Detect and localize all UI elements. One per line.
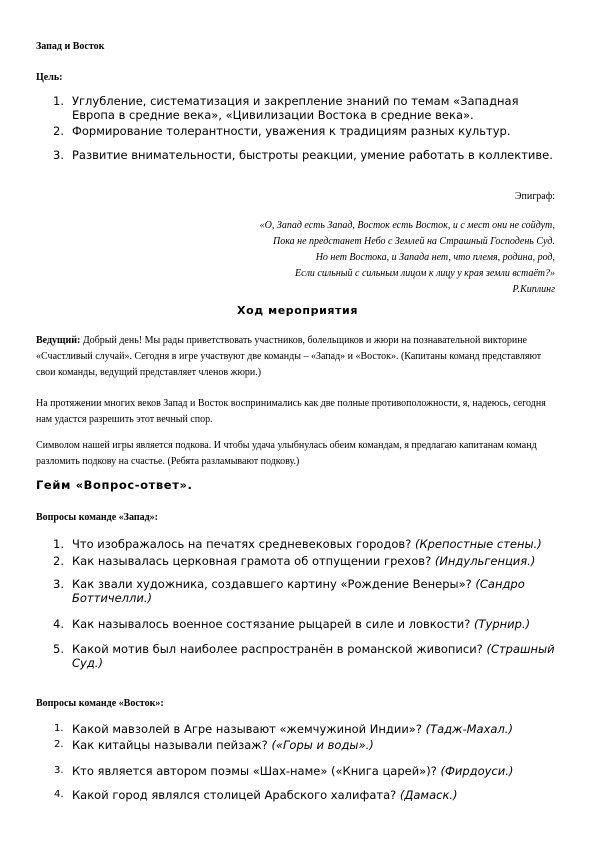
question-item <box>36 764 566 778</box>
question-text: Как китайцы называли пейзаж? <box>72 738 272 752</box>
goal-item <box>36 94 556 122</box>
question-text: Какой мотив был наиболее распространён в романской живописи? <box>72 642 487 656</box>
question-text: Как называлась церковная грамота об отпущении грехов? <box>72 554 435 568</box>
goal-text: Углубление, систематизация и закрепление знаний по темам «Западная Европа в средние века», «Цивилизации Востока в средние века». <box>72 94 519 122</box>
question-text: Что изображалось на печатях средневековых городов? <box>72 537 415 551</box>
goal-item <box>36 124 556 138</box>
east-questions-list <box>36 722 566 802</box>
epigraph-line: Пока не предстанет Небо с Землей на Страшный Господень Суд. <box>272 236 555 247</box>
question-number: 4. <box>54 789 64 800</box>
paragraph-horseshoe: Символом нашей игры является подкова. И чтобы удача улыбнулась обеим командам, я предлагаю капитанам команд разломить подкову на счастье. (Ребята разламывают подкову.) <box>36 440 537 467</box>
question-number: 2. <box>54 739 64 750</box>
west-questions-list <box>36 537 566 670</box>
event-heading: Ход мероприятия <box>236 304 359 317</box>
question-text: Кто является автором поэмы «Шах-наме» («Книга царей»)? <box>72 764 441 778</box>
question-text: Как звали художника, создавшего картину «Рождение Венеры»? <box>72 577 476 591</box>
question-number: 2. <box>53 554 64 568</box>
question-item <box>36 537 566 551</box>
question-item <box>36 642 566 670</box>
question-item <box>36 617 566 631</box>
question-item <box>36 788 566 802</box>
document-title: Запад и Восток <box>36 41 105 52</box>
game-heading: Гейм «Вопрос-ответ». <box>36 478 193 492</box>
question-text: Как называлось военное состязание рыцарей в силе и ловкости? <box>72 617 475 631</box>
answer-text: («Горы и воды».) <box>271 738 374 752</box>
epigraph-line: Если сильный с сильным лицом к лицу у края земли встаёт?» <box>295 268 555 279</box>
question-number: 3. <box>54 765 64 776</box>
host-paragraph <box>36 333 558 381</box>
answer-text: (Дамаск.) <box>399 788 458 802</box>
paragraph-west-east: На протяжении многих веков Запад и Восток воспринимались как две полные противоположности, я, надеюсь, сегодня нам удастся разрешить этот вечный спор. <box>36 398 546 425</box>
question-text: Какой город являлся столицей Арабского халифата? <box>72 788 400 802</box>
epigraph-author: Р.Киплинг <box>512 284 555 295</box>
question-number: 1. <box>53 537 64 551</box>
goal-label: Цель: <box>36 72 63 83</box>
goals-list <box>36 94 556 162</box>
host-text: Добрый день! Мы рады приветствовать участников, болельщиков и жюри на познавательной викторине «Счастливый случай». Сегодня в игре участвуют две команды – «Запад» и «Восток». (Капитаны команд представляют свои команды, ведущий представляет членов жюри.) <box>36 335 542 378</box>
answer-text: (Тадж-Махал.) <box>425 722 513 736</box>
question-number: 5. <box>53 642 64 656</box>
epigraph-line: Но нет Востока, и Запада нет, что племя, родина, род, <box>315 252 555 263</box>
epigraph-line: «О, Запад есть Запад, Восток есть Восток, и с мест они не сойдут, <box>259 220 555 231</box>
goal-number: 3. <box>53 148 64 162</box>
goal-number: 2. <box>53 124 64 138</box>
goal-text: Развитие внимательности, быстроты реакции, умение работать в коллективе. <box>72 148 553 162</box>
answer-text: (Страшный Суд.) <box>72 642 555 670</box>
question-item <box>36 554 566 568</box>
answer-text: (Фирдоуси.) <box>440 764 514 778</box>
epigraph-label: Эпиграф: <box>514 191 555 202</box>
question-number: 3. <box>53 577 64 591</box>
west-questions-label: Вопросы команде «Запад»: <box>36 512 158 523</box>
goal-item <box>36 148 556 162</box>
question-number: 4. <box>53 617 64 631</box>
epigraph <box>115 218 555 298</box>
answer-text: (Сандро Боттичелли.) <box>72 577 525 605</box>
goal-text: Формирование толерантности, уважения к традициям разных культур. <box>72 124 511 138</box>
question-number: 1. <box>54 723 64 734</box>
question-item <box>36 577 566 605</box>
goal-number: 1. <box>53 94 64 108</box>
question-item <box>36 722 566 736</box>
host-label: Ведущий: <box>36 335 81 346</box>
answer-text: (Крепостные стены.) <box>414 537 542 551</box>
question-item <box>36 738 566 752</box>
answer-text: (Турнир.) <box>474 617 531 631</box>
answer-text: (Индульгенция.) <box>434 554 536 568</box>
question-text: Какой мавзолей в Агре называют «жемчужиной Индии»? <box>72 722 426 736</box>
east-questions-label: Вопросы команде «Восток»: <box>36 698 164 709</box>
